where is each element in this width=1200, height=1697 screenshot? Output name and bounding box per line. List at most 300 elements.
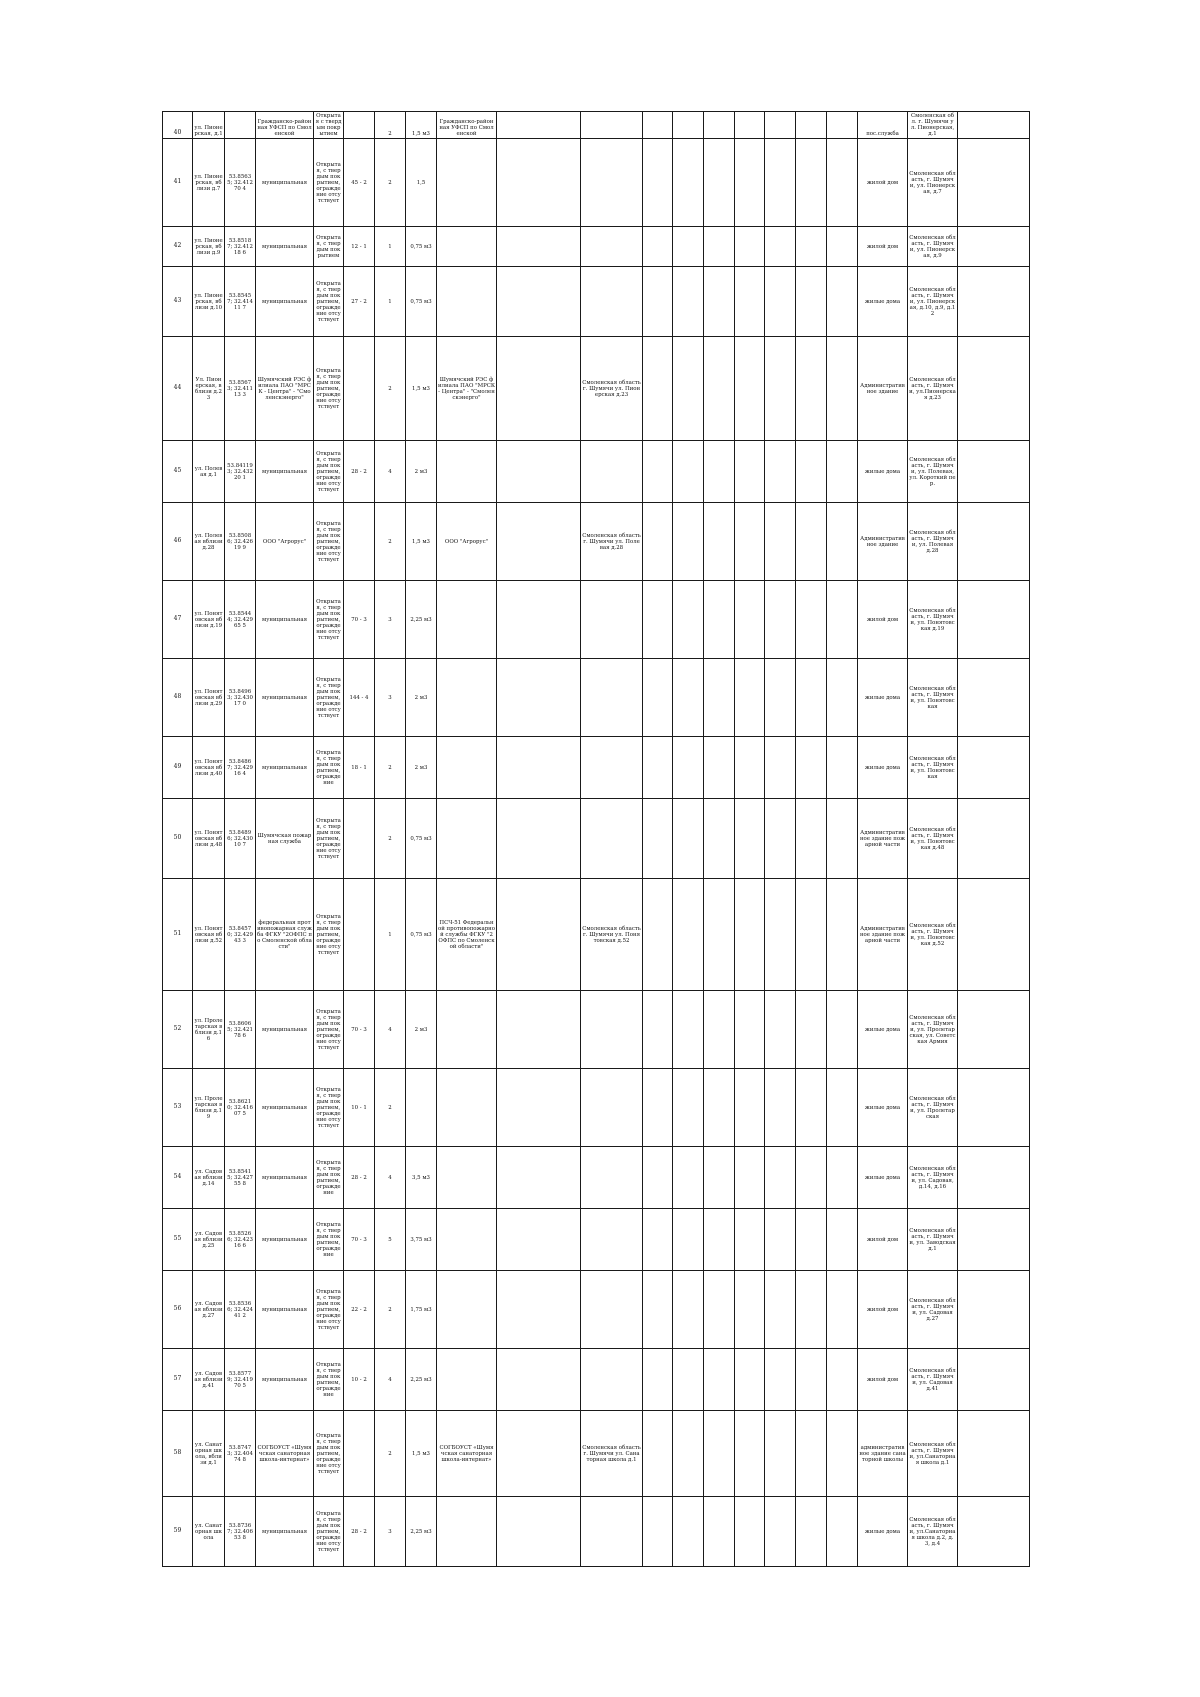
cell-cnt: 3 — [375, 1497, 406, 1567]
cell-street: ул. Пионерская, д.1 — [193, 112, 225, 139]
cell-extra — [581, 659, 643, 737]
cell-area — [344, 879, 375, 991]
cell-empty — [673, 879, 704, 991]
cell-vol: 1,5 — [406, 139, 437, 227]
cell-cnt: 2 — [375, 139, 406, 227]
cell-vol: 0,75 м3 — [406, 227, 437, 267]
cell-area: 10 - 1 — [344, 1069, 375, 1147]
cell-empty — [765, 441, 796, 503]
cell-area: 28 - 2 — [344, 441, 375, 503]
cell-street: Ул. Пионерская, вблизи д.23 — [193, 337, 225, 441]
cell-empty — [643, 441, 673, 503]
table-row — [163, 227, 1030, 267]
cell-owner: муниципальная — [256, 1497, 314, 1567]
cell-empty — [673, 139, 704, 227]
cell-empty — [765, 1069, 796, 1147]
table-row — [163, 139, 1030, 227]
cell-empty — [704, 737, 735, 799]
cell-empty — [796, 1271, 827, 1349]
cell-empty — [735, 1271, 765, 1349]
cell-type: жилой дом — [858, 1349, 908, 1411]
cell-empty — [643, 1209, 673, 1271]
cell-cnt: 2 — [375, 799, 406, 879]
cell-vol: 2,25 м3 — [406, 1497, 437, 1567]
cell-cover: Открытая, с твердым покрытием, ограждение отсутствует — [314, 139, 344, 227]
cell-empty — [796, 991, 827, 1069]
cell-n: 56 — [163, 1271, 193, 1349]
cell-empty — [796, 139, 827, 227]
cell-empty — [497, 1497, 581, 1567]
cell-empty — [643, 337, 673, 441]
cell-empty — [673, 503, 704, 581]
cell-org — [437, 799, 497, 879]
cell-empty — [704, 879, 735, 991]
cell-vol: 0,75 м3 — [406, 267, 437, 337]
cell-org: Гражданско-районная УФСП по Смоленской — [437, 112, 497, 139]
table-row — [163, 737, 1030, 799]
cell-empty — [796, 112, 827, 139]
cell-n: 53 — [163, 1069, 193, 1147]
cell-empty — [827, 659, 858, 737]
cell-type: жилой дом — [858, 581, 908, 659]
cell-owner: Шумячский РЭС филиала ПАО "МРСК - Центра" - "Смоленскэнерго" — [256, 337, 314, 441]
cell-type: Административное здание — [858, 503, 908, 581]
table-row — [163, 879, 1030, 991]
cell-empty — [796, 227, 827, 267]
cell-empty — [673, 737, 704, 799]
cell-empty — [796, 879, 827, 991]
cell-street: ул. Пионерская, вблизи д.9 — [193, 227, 225, 267]
cell-type: жилые дома — [858, 737, 908, 799]
cell-n: 44 — [163, 337, 193, 441]
cell-coords: 53.8545 7; 32.41411 7 — [225, 267, 256, 337]
cell-empty — [735, 112, 765, 139]
cell-org — [437, 1497, 497, 1567]
cell-extra — [581, 267, 643, 337]
cell-owner: муниципальная — [256, 267, 314, 337]
cell-owner: муниципальная — [256, 1147, 314, 1209]
cell-extra — [581, 737, 643, 799]
table-row — [163, 1411, 1030, 1497]
cell-vol: 1,5 м3 — [406, 112, 437, 139]
cell-empty — [643, 1147, 673, 1209]
cell-street: ул. Садовая вблизи д.41 — [193, 1349, 225, 1411]
cell-vol: 1,5 м3 — [406, 337, 437, 441]
cell-type: Административное здание пожарной части — [858, 879, 908, 991]
cell-cnt: 1 — [375, 267, 406, 337]
cell-full: Смоленская область, г. Шумячи, ул. Пролетарская — [908, 1069, 958, 1147]
cell-empty — [735, 227, 765, 267]
cell-empty — [643, 1271, 673, 1349]
cell-empty — [704, 503, 735, 581]
cell-n: 41 — [163, 139, 193, 227]
cell-empty — [958, 1497, 1030, 1567]
cell-full: Смоленская обл. г. Шумячи ул. Пионерская, д.1 — [908, 112, 958, 139]
cell-extra: Смоленская область г. Шумячи ул. Понятовская д.52 — [581, 879, 643, 991]
cell-owner: муниципальная — [256, 737, 314, 799]
cell-cnt: 2 — [375, 737, 406, 799]
cell-owner: муниципальная — [256, 581, 314, 659]
cell-full: Смоленская область, г. Шумячи, ул. Понятовская д.52 — [908, 879, 958, 991]
cell-empty — [796, 503, 827, 581]
cell-org — [437, 267, 497, 337]
table-row — [163, 503, 1030, 581]
cell-extra — [581, 581, 643, 659]
cell-empty — [827, 503, 858, 581]
cell-empty — [704, 227, 735, 267]
cell-coords: 53.8621 0; 32.41607 5 — [225, 1069, 256, 1147]
cell-empty — [497, 1411, 581, 1497]
cell-org — [437, 1209, 497, 1271]
table-row — [163, 799, 1030, 879]
cell-full: Смоленская область, г. Шумячи, ул.Санаторная школа д.1 — [908, 1411, 958, 1497]
cell-vol: 3,5 м3 — [406, 1147, 437, 1209]
cell-vol: 0,75 м3 — [406, 879, 437, 991]
cell-org — [437, 227, 497, 267]
cell-cnt: 2 — [375, 337, 406, 441]
cell-extra — [581, 1349, 643, 1411]
cell-vol: 2,25 м3 — [406, 581, 437, 659]
cell-empty — [765, 1209, 796, 1271]
cell-owner: муниципальная — [256, 1069, 314, 1147]
cell-n: 43 — [163, 267, 193, 337]
cell-empty — [827, 441, 858, 503]
cell-empty — [958, 1069, 1030, 1147]
cell-street: ул. Пионерская, вблизи д.10 — [193, 267, 225, 337]
cell-street: ул. Садовая вблизи д.14 — [193, 1147, 225, 1209]
cell-extra: Смоленская область г. Шумячи ул. Санаторная школа д.1 — [581, 1411, 643, 1497]
cell-vol: 1,75 м3 — [406, 1271, 437, 1349]
cell-empty — [643, 1411, 673, 1497]
cell-full: Смоленская область, г. Шумячи, ул. Понятовская д.48 — [908, 799, 958, 879]
cell-type: жилые дома — [858, 441, 908, 503]
cell-empty — [765, 879, 796, 991]
cell-empty — [704, 1069, 735, 1147]
cell-empty — [673, 991, 704, 1069]
cell-empty — [673, 337, 704, 441]
cell-vol — [406, 1069, 437, 1147]
cell-cover: Открытая, с твердым покрытием — [314, 227, 344, 267]
cell-org: Шумячский РЭС филиала ПАО "МРСК - Центра" - "Смоленскэнерго" — [437, 337, 497, 441]
cell-empty — [497, 1349, 581, 1411]
cell-org — [437, 659, 497, 737]
cell-type: жилые дома — [858, 267, 908, 337]
cell-org — [437, 1147, 497, 1209]
cell-cover: Открытая, с твердым покрытием, ограждение отсутствует — [314, 503, 344, 581]
cell-type: жилые дома — [858, 1069, 908, 1147]
cell-empty — [673, 112, 704, 139]
cell-empty — [796, 799, 827, 879]
cell-area — [344, 503, 375, 581]
cell-empty — [643, 503, 673, 581]
cell-owner: федеральная противопожарная служба ФГКУ "2ОФПС по Смоленской области" — [256, 879, 314, 991]
cell-cover: Открытая с твердым покрытием — [314, 112, 344, 139]
cell-type: жилой дом — [858, 227, 908, 267]
cell-type: жилой дом — [858, 1209, 908, 1271]
cell-owner: Шумячская пожарная служба — [256, 799, 314, 879]
cell-empty — [735, 337, 765, 441]
cell-empty — [765, 1349, 796, 1411]
cell-cnt: 2 — [375, 1411, 406, 1497]
cell-area: 18 - 1 — [344, 737, 375, 799]
cell-area — [344, 799, 375, 879]
cell-street: ул. Пролетарская вблизи д.19 — [193, 1069, 225, 1147]
table-row — [163, 581, 1030, 659]
cell-empty — [643, 227, 673, 267]
cell-coords: 53.8486 7; 32.42916 4 — [225, 737, 256, 799]
cell-area: 27 - 2 — [344, 267, 375, 337]
table-row — [163, 991, 1030, 1069]
cell-coords: 53.8457 0; 32.42943 3 — [225, 879, 256, 991]
cell-empty — [673, 581, 704, 659]
cell-empty — [765, 799, 796, 879]
cell-org — [437, 581, 497, 659]
cell-org — [437, 1349, 497, 1411]
cell-full: Смоленская область, г. Шумячи, ул. Садовая д.27 — [908, 1271, 958, 1349]
cell-cover: Открытая, с твердым покрытием, ограждение — [314, 1209, 344, 1271]
cell-empty — [643, 139, 673, 227]
cell-type: административное здание санаторной школы — [858, 1411, 908, 1497]
cell-cover: Открытая, с твердым покрытием, ограждение отсутствует — [314, 267, 344, 337]
cell-street: ул. Полевая д.1 — [193, 441, 225, 503]
cell-empty — [704, 1349, 735, 1411]
cell-full: Смоленская область, г. Шумячи, ул. Заводская д.1 — [908, 1209, 958, 1271]
cell-cnt: 2 — [375, 112, 406, 139]
cell-empty — [796, 659, 827, 737]
cell-empty — [827, 112, 858, 139]
table-row — [163, 1497, 1030, 1567]
cell-empty — [827, 1271, 858, 1349]
table-row — [163, 1349, 1030, 1411]
cell-owner: Гражданско-районная УФСП по Смоленской — [256, 112, 314, 139]
cell-empty — [827, 1147, 858, 1209]
cell-coords: 53.8747 3; 32.40474 8 — [225, 1411, 256, 1497]
cell-empty — [497, 1209, 581, 1271]
cell-empty — [796, 441, 827, 503]
cell-coords: 53.8544 4; 32.42965 5 — [225, 581, 256, 659]
cell-full: Смоленская область, г. Шумячи, ул. Пионерская, д.9 — [908, 227, 958, 267]
cell-empty — [643, 1497, 673, 1567]
table-row — [163, 337, 1030, 441]
cell-area: 12 - 1 — [344, 227, 375, 267]
cell-empty — [735, 1411, 765, 1497]
cell-empty — [643, 799, 673, 879]
cell-empty — [796, 267, 827, 337]
cell-owner: муниципальная — [256, 227, 314, 267]
cell-coords: 53.8736 7; 32.40653 8 — [225, 1497, 256, 1567]
cell-extra: Смоленская область г. Шумячи ул. Пионерская д.23 — [581, 337, 643, 441]
cell-empty — [735, 503, 765, 581]
cell-empty — [827, 1349, 858, 1411]
cell-vol: 2,25 м3 — [406, 1349, 437, 1411]
cell-cover: Открытая, с твердым покрытием, ограждение — [314, 737, 344, 799]
cell-empty — [497, 581, 581, 659]
cell-empty — [643, 1349, 673, 1411]
cell-empty — [673, 227, 704, 267]
cell-street: ул. Санаторная школа — [193, 1497, 225, 1567]
cell-empty — [796, 1069, 827, 1147]
cell-extra — [581, 1069, 643, 1147]
table-row — [163, 1209, 1030, 1271]
cell-org: СОГБОУСТ «Шумячская санаторная школа-интернат» — [437, 1411, 497, 1497]
cell-n: 54 — [163, 1147, 193, 1209]
cell-coords: 53.8526 6; 32.42316 6 — [225, 1209, 256, 1271]
cell-empty — [704, 659, 735, 737]
cell-empty — [958, 879, 1030, 991]
table-row — [163, 112, 1030, 139]
cell-empty — [497, 991, 581, 1069]
cell-empty — [704, 1147, 735, 1209]
cell-empty — [497, 441, 581, 503]
cell-empty — [673, 1271, 704, 1349]
table-row — [163, 1271, 1030, 1349]
cell-extra — [581, 1147, 643, 1209]
cell-extra — [581, 991, 643, 1069]
cell-cover: Открытая, с твердым покрытием, ограждение отсутствует — [314, 441, 344, 503]
cell-cover: Открытая, с твердым покрытием, ограждение отсутствует — [314, 799, 344, 879]
cell-empty — [735, 581, 765, 659]
cell-empty — [497, 1147, 581, 1209]
cell-empty — [958, 581, 1030, 659]
cell-empty — [704, 441, 735, 503]
cell-empty — [704, 1497, 735, 1567]
cell-street: ул. Понятовская вблизи д.52 — [193, 879, 225, 991]
cell-full: Смоленская область, г. Шумячи, ул. Понятовская д.19 — [908, 581, 958, 659]
cell-empty — [497, 227, 581, 267]
cell-empty — [673, 659, 704, 737]
cell-empty — [765, 267, 796, 337]
cell-empty — [765, 112, 796, 139]
cell-empty — [735, 139, 765, 227]
cell-empty — [958, 267, 1030, 337]
cell-cover: Открытая, с твердым покрытием, ограждение отсутствует — [314, 1411, 344, 1497]
cell-vol: 2 м3 — [406, 659, 437, 737]
cell-type: жилые дома — [858, 1147, 908, 1209]
cell-cover: Открытая, с твердым покрытием, ограждение отсутствует — [314, 1271, 344, 1349]
cell-empty — [765, 659, 796, 737]
cell-owner: СОГБОУСТ «Шумячская санаторная школа-интернат» — [256, 1411, 314, 1497]
cell-empty — [643, 659, 673, 737]
cell-vol: 2 м3 — [406, 737, 437, 799]
cell-street: ул. Садовая вблизи д.27 — [193, 1271, 225, 1349]
cell-cnt: 4 — [375, 441, 406, 503]
cell-empty — [958, 799, 1030, 879]
cell-empty — [643, 112, 673, 139]
cell-area: 70 - 3 — [344, 581, 375, 659]
cell-empty — [958, 1271, 1030, 1349]
cell-cnt: 1 — [375, 227, 406, 267]
cell-type: жилой дом — [858, 1271, 908, 1349]
table-row — [163, 441, 1030, 503]
cell-empty — [796, 337, 827, 441]
cell-type: жилые дома — [858, 991, 908, 1069]
cell-n: 45 — [163, 441, 193, 503]
cell-org — [437, 991, 497, 1069]
cell-empty — [958, 139, 1030, 227]
cell-owner: муниципальная — [256, 991, 314, 1069]
cell-vol: 3,75 м3 — [406, 1209, 437, 1271]
cell-empty — [704, 1271, 735, 1349]
cell-empty — [735, 1349, 765, 1411]
cell-empty — [827, 1497, 858, 1567]
cell-empty — [704, 1411, 735, 1497]
cell-street: ул. Пионерская, вблизи д.7 — [193, 139, 225, 227]
cell-cnt: 2 — [375, 503, 406, 581]
cell-cover: Открытая, с твердым покрытием, ограждение отсутствует — [314, 659, 344, 737]
cell-empty — [704, 991, 735, 1069]
cell-cnt: 5 — [375, 1209, 406, 1271]
cell-cnt: 4 — [375, 1147, 406, 1209]
cell-full: Смоленская область, г. Шумячи, ул. Понятовская — [908, 659, 958, 737]
cell-empty — [827, 1411, 858, 1497]
cell-empty — [827, 1209, 858, 1271]
cell-area: 28 - 2 — [344, 1497, 375, 1567]
cell-empty — [958, 1209, 1030, 1271]
cell-owner: муниципальная — [256, 1349, 314, 1411]
cell-extra — [581, 139, 643, 227]
cell-full: Смоленская область, г. Шумячи, ул. Садовая д.41 — [908, 1349, 958, 1411]
cell-empty — [497, 112, 581, 139]
cell-empty — [796, 1209, 827, 1271]
cell-empty — [497, 1069, 581, 1147]
cell-extra — [581, 1209, 643, 1271]
cell-cnt: 4 — [375, 991, 406, 1069]
cell-coords: 53.8541 5; 32.42755 8 — [225, 1147, 256, 1209]
cell-full: Смоленская область, г. Шумячи, ул.Санаторная школа д.2, д.3, д.4 — [908, 1497, 958, 1567]
cell-vol: 1,5 м3 — [406, 503, 437, 581]
cell-n: 48 — [163, 659, 193, 737]
cell-cover: Открытая, с твердым покрытием, ограждение отсутствует — [314, 1069, 344, 1147]
cell-extra — [581, 799, 643, 879]
cell-empty — [735, 441, 765, 503]
cell-cover: Открытая, с твердым покрытием, ограждение — [314, 1349, 344, 1411]
cell-empty — [497, 503, 581, 581]
cell-n: 47 — [163, 581, 193, 659]
cell-empty — [827, 799, 858, 879]
cell-coords: 53.8496 3; 32.43017 0 — [225, 659, 256, 737]
cell-org — [437, 737, 497, 799]
cell-street: ул. Садовая вблизи д.25 — [193, 1209, 225, 1271]
cell-n: 57 — [163, 1349, 193, 1411]
cell-empty — [765, 581, 796, 659]
cell-area: 70 - 3 — [344, 991, 375, 1069]
cell-owner: муниципальная — [256, 659, 314, 737]
registry-table-page — [162, 111, 1030, 1567]
cell-empty — [765, 737, 796, 799]
cell-empty — [735, 1209, 765, 1271]
cell-area — [344, 112, 375, 139]
cell-empty — [643, 879, 673, 991]
cell-empty — [796, 1497, 827, 1567]
cell-n: 58 — [163, 1411, 193, 1497]
cell-empty — [765, 1147, 796, 1209]
cell-full: Смоленская область, г. Шумячи, ул. Полевая, ул. Короткий пер. — [908, 441, 958, 503]
cell-empty — [497, 879, 581, 991]
cell-empty — [735, 991, 765, 1069]
container-sites-table — [162, 111, 1030, 1567]
cell-type: пос.служба — [858, 112, 908, 139]
cell-full: Смоленская область, г. Шумячи, ул.Пионерская д.23 — [908, 337, 958, 441]
cell-empty — [958, 991, 1030, 1069]
cell-vol: 1,5 м3 — [406, 1411, 437, 1497]
cell-n: 50 — [163, 799, 193, 879]
cell-full: Смоленская область, г. Шумячи, ул. Пролетарская, ул. Советская Армия — [908, 991, 958, 1069]
cell-empty — [958, 659, 1030, 737]
cell-empty — [497, 1271, 581, 1349]
cell-empty — [497, 139, 581, 227]
cell-area — [344, 337, 375, 441]
cell-empty — [958, 1147, 1030, 1209]
